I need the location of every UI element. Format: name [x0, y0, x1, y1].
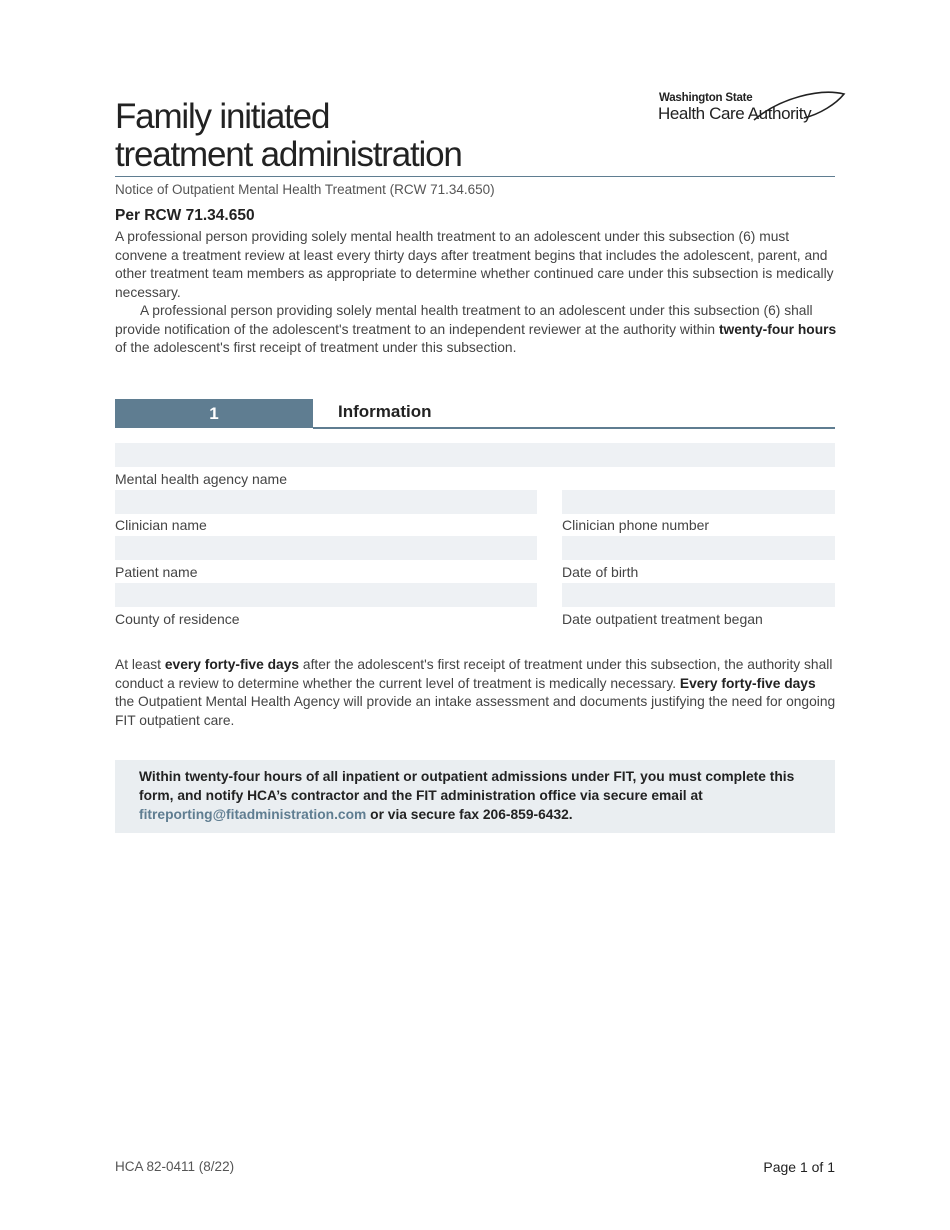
hca-logo	[658, 92, 848, 128]
fit-email-link[interactable]: fitreporting@fitadministration.com	[139, 806, 367, 822]
section-divider	[313, 427, 835, 429]
clinician-phone-label: Clinician phone number	[562, 517, 710, 533]
section-number: 1	[115, 399, 313, 428]
form-id: HCA 82-0411 (8/22)	[115, 1159, 235, 1174]
header-divider	[115, 176, 835, 177]
agency-name-input[interactable]	[115, 443, 835, 467]
intro-paragraph-1: A professional person providing solely mental health treatment to an adolescent under this subsection (6) must convene a treatment review at least every thirty days after treatment begins that includes the adolescent, parent, and other treatment team members as appropriate to determine whether continued care under this subsection is medically necessary.	[115, 229, 834, 300]
callout-text: Within twenty-four hours of all inpatient or outpatient admissions under FIT, you must complete this form, and notify HCA’s contractor and the FIT administration office via secure email at fitreporting@fitadministration.com or via secure fax 206-859-6432.	[139, 769, 795, 822]
review-paragraph: At least every forty-five days after the adolescent's first receipt of treatment under this subsection, the authority shall conduct a review to determine whether the current level of treatment is medically necessary. Every forty-five days the Outpatient Mental Health Agency will provide an intake assessment and documents justifying the need for ongoing FIT outpatient care.	[115, 657, 836, 728]
county-label: County of residence	[115, 611, 240, 627]
clinician-name-label: Clinician name	[115, 517, 207, 533]
logo-swoosh-icon	[750, 90, 846, 122]
county-input[interactable]	[115, 583, 537, 607]
treatment-began-input[interactable]	[562, 583, 835, 607]
title-line-2: treatment administration	[115, 135, 462, 174]
intro-paragraph-2: A professional person providing solely mental health treatment to an adolescent under this subsection (6) shall provide notification of the adolescent's treatment to an independent reviewer at the authority within twenty-four hours of the adolescent's first receipt of treatment under this subsection.	[115, 303, 837, 356]
clinician-name-input[interactable]	[115, 490, 537, 514]
patient-name-label: Patient name	[115, 564, 198, 580]
date-of-birth-label: Date of birth	[562, 564, 639, 580]
agency-name-label: Mental health agency name	[115, 471, 287, 487]
date-of-birth-input[interactable]	[562, 536, 835, 560]
title-line-1: Family initiated	[115, 97, 330, 136]
logo-line-2: Health Care Authority	[658, 104, 812, 123]
notice-callout	[115, 760, 835, 833]
treatment-began-label: Date outpatient treatment began	[562, 611, 763, 627]
form-subtitle: Notice of Outpatient Mental Health Treatment (RCW 71.34.650)	[115, 182, 495, 197]
page-number: Page 1 of 1	[763, 1159, 835, 1175]
page-title	[115, 98, 462, 174]
intro-heading: Per RCW 71.34.650	[115, 207, 255, 224]
section-title: Information	[338, 402, 432, 421]
clinician-phone-input[interactable]	[562, 490, 835, 514]
patient-name-input[interactable]	[115, 536, 537, 560]
logo-line-1: Washington State	[659, 92, 753, 104]
